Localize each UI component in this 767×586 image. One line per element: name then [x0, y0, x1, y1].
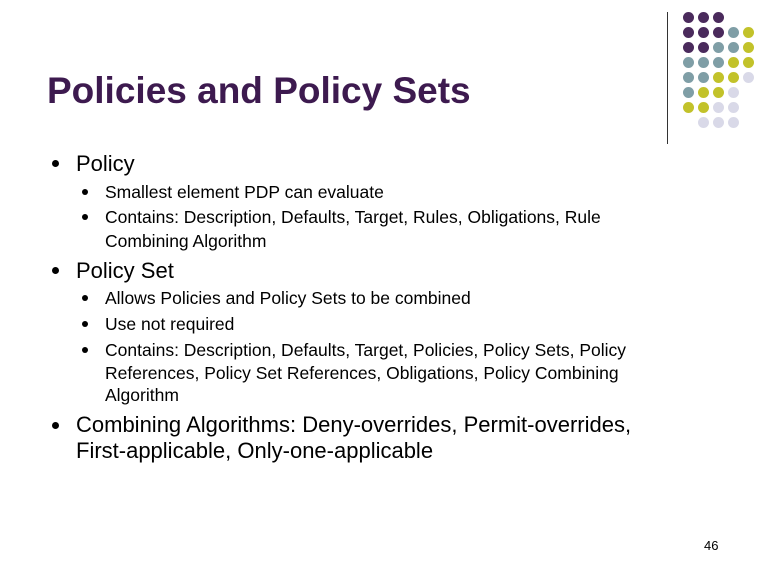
sub-bullet-marker [82, 321, 88, 327]
page-number: 46 [704, 538, 719, 553]
decorative-dot [713, 27, 724, 38]
decorative-dot [713, 87, 724, 98]
decorative-dot [728, 72, 739, 83]
decorative-dot [728, 117, 739, 128]
decorative-dot [698, 12, 709, 23]
decorative-dot [713, 72, 724, 83]
bullet-policy: Policy [76, 151, 135, 176]
decorative-dot [683, 42, 694, 53]
slide-title: Policies and Policy Sets [47, 70, 471, 111]
sub-bullet-policy-contains-line2: Combining Algorithm [105, 231, 267, 251]
decorative-dot [698, 42, 709, 53]
bullet-policy-set: Policy Set [76, 258, 174, 283]
decorative-dot [713, 12, 724, 23]
bullet-marker [52, 160, 59, 167]
decorative-dot [683, 57, 694, 68]
decorative-dot [713, 57, 724, 68]
bullet-combining-algorithms-line2: First-applicable, Only-one-applicable [76, 438, 434, 463]
decorative-dot [698, 87, 709, 98]
decorative-dot [698, 102, 709, 113]
decorative-dot [698, 27, 709, 38]
decorative-dot [728, 57, 739, 68]
decorative-dot [698, 117, 709, 128]
bullet-combining-algorithms-line1: Combining Algorithms: Deny-overrides, Permit-overrides, [76, 412, 632, 437]
sub-bullet-marker [82, 347, 88, 353]
decorative-dot [728, 42, 739, 53]
decorative-dot [698, 57, 709, 68]
sub-bullet-policyset-contains-line2: References, Policy Set References, Obligations, Policy Combining [105, 363, 619, 383]
decorative-dot [683, 72, 694, 83]
decorative-dot [713, 102, 724, 113]
sub-bullet-policyset-contains-line3: Algorithm [105, 385, 179, 405]
bullet-marker [52, 267, 59, 274]
sub-bullet-marker [82, 214, 88, 220]
decorative-dot [683, 12, 694, 23]
decorative-divider [667, 12, 668, 144]
decorative-dot [713, 117, 724, 128]
sub-bullet-use-not-required: Use not required [105, 314, 235, 334]
decorative-dot [728, 27, 739, 38]
decorative-dot [728, 87, 739, 98]
decorative-dot [683, 102, 694, 113]
decorative-dot [743, 27, 754, 38]
decorative-dot [698, 72, 709, 83]
sub-bullet-smallest-element: Smallest element PDP can evaluate [105, 182, 384, 202]
decorative-dot [728, 102, 739, 113]
sub-bullet-marker [82, 189, 88, 195]
sub-bullet-allows-combined: Allows Policies and Policy Sets to be combined [105, 288, 471, 308]
decorative-dot [743, 72, 754, 83]
sub-bullet-policy-contains-line1: Contains: Description, Defaults, Target, Rules, Obligations, Rule [105, 207, 601, 227]
decorative-dot [713, 42, 724, 53]
decorative-dot [743, 42, 754, 53]
decorative-dot [743, 57, 754, 68]
sub-bullet-marker [82, 295, 88, 301]
decorative-dot [683, 27, 694, 38]
sub-bullet-policyset-contains-line1: Contains: Description, Defaults, Target, Policies, Policy Sets, Policy [105, 340, 627, 360]
decorative-dot [683, 87, 694, 98]
bullet-marker [52, 422, 59, 429]
